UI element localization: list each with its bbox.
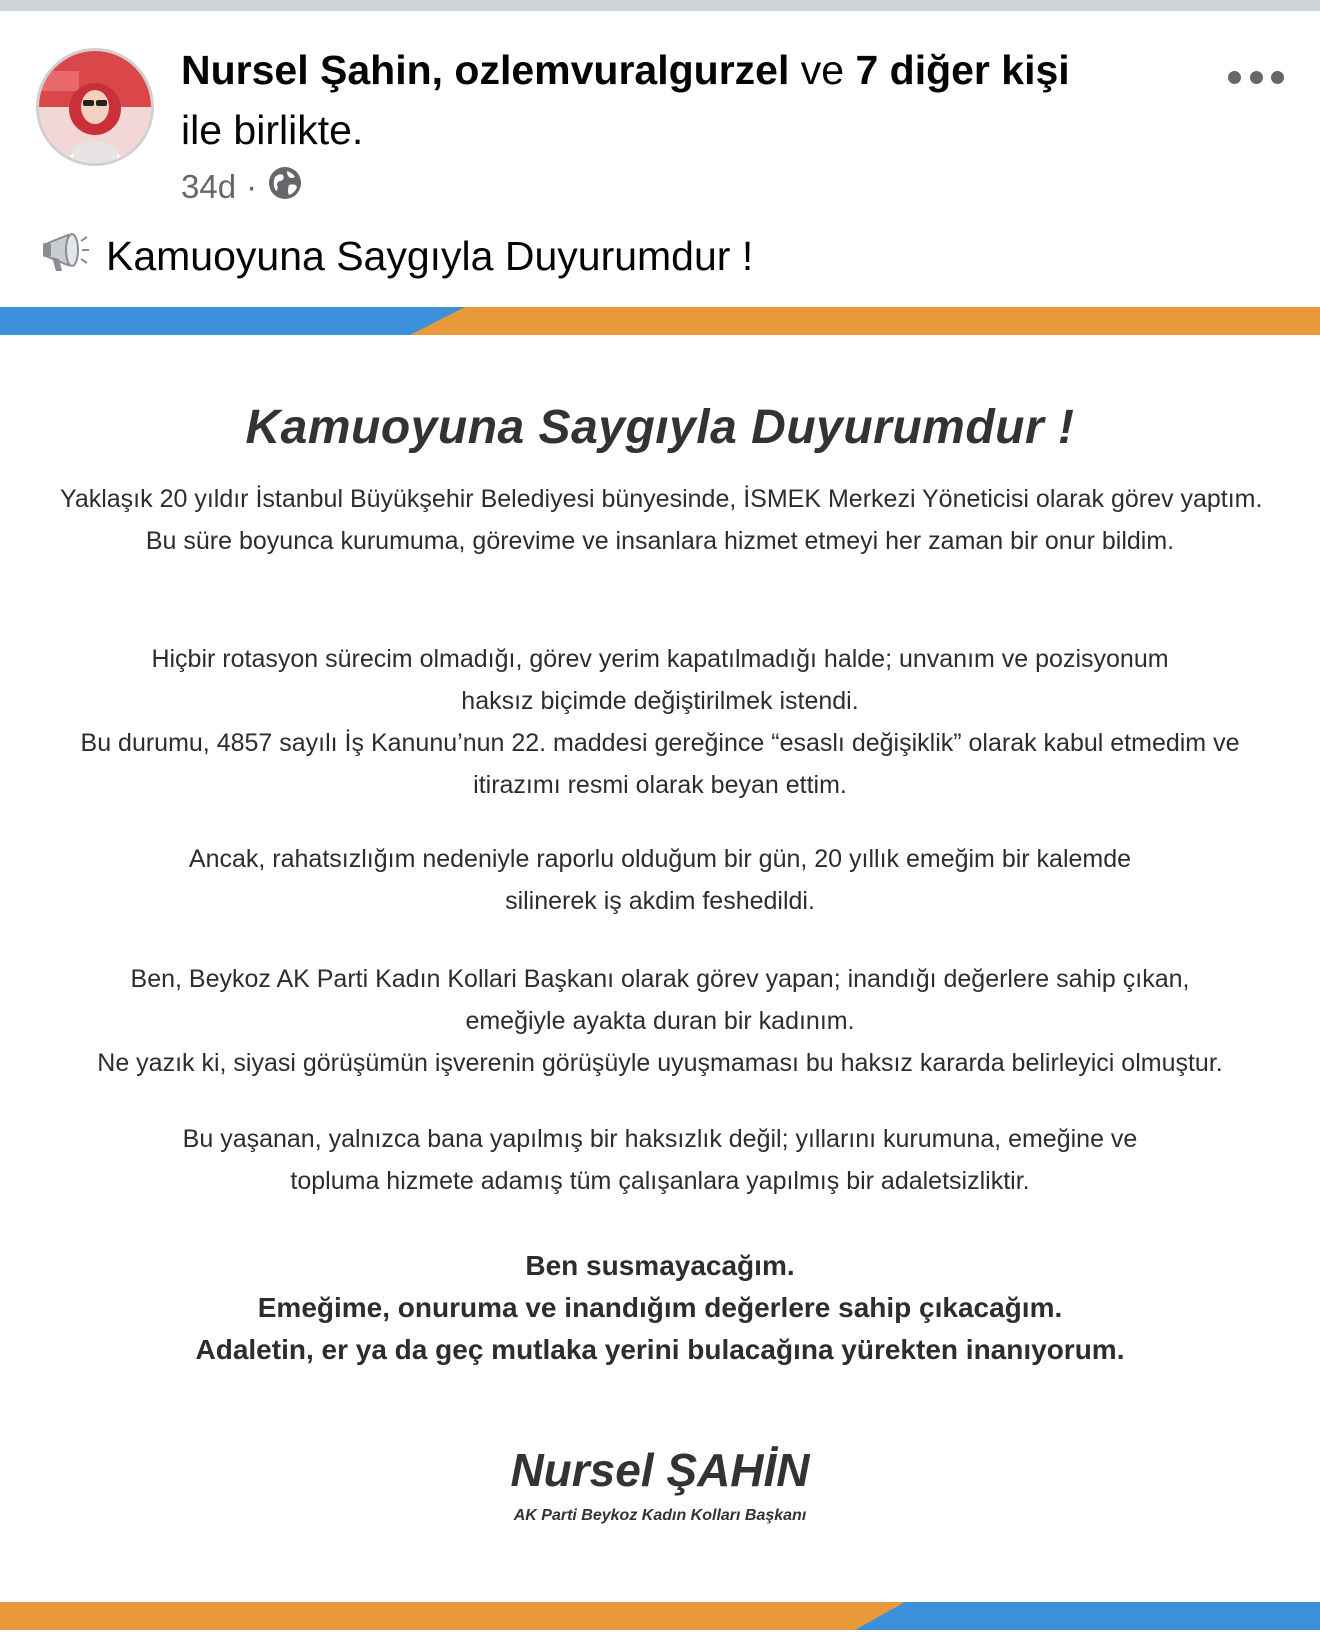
paragraph-line: Yaklaşık 20 yıldır İstanbul Büyükşehir Belediyesi bünyesinde, İSMEK Merkezi Yöneticisi olarak görev yaptım. (60, 485, 1263, 513)
conjunction: ve (789, 47, 856, 93)
author-name-2[interactable]: ozlemvuralgurzel (454, 47, 790, 93)
paragraph-line: itirazımı resmi olarak beyan ettim. (473, 771, 847, 799)
post-time[interactable]: 34d (181, 168, 237, 205)
paragraph-4 (60, 958, 1260, 1084)
closing-line: Emeğime, onuruma ve inandığım değerlere sahip çıkacağım. (257, 1292, 1063, 1323)
avatar[interactable] (36, 48, 154, 166)
paragraph-line: Hiçbir rotasyon sürecim olmadığı, görev yerim kapatılmadığı halde; unvanım ve pozisyonum (151, 645, 1169, 673)
author-name-1[interactable]: Nursel Şahin (181, 47, 432, 93)
paragraph-line: Ben, Beykoz AK Parti Kadın Kollari Başkanı olarak görev yapan; inandığı değerlere sahip çıkan, (130, 965, 1190, 993)
paragraph-line: Bu yaşanan, yalnızca bana yapılmış bir haksızlık değil; yıllarını kurumuna, emeğine ve (182, 1125, 1138, 1153)
paragraph-line: silinerek iş akdim feshedildi. (505, 887, 815, 915)
paragraph-line: emeğiyle ayakta duran bir kadınım. (465, 1007, 855, 1035)
signature-title: AK Parti Beykoz Kadın Kolları Başkanı (513, 1507, 807, 1524)
post-text (40, 225, 753, 287)
post-meta (181, 165, 303, 209)
paragraph-line: Ancak, rahatsızlığım nedeniyle raporlu olduğum bir gün, 20 yıllık emeğim bir kalemde (188, 845, 1132, 873)
meta-dot: · (246, 168, 258, 205)
paragraph-line: haksız biçimde değiştirilmek istendi. (461, 687, 859, 715)
title-suffix: ile birlikte. (181, 107, 364, 153)
closing-line: Ben susmayacağım. (525, 1250, 795, 1281)
paragraph-1 (60, 478, 1263, 562)
document-title: Kamuoyuna Saygıyla Duyurumdur ! (245, 401, 1075, 454)
top-strip (0, 0, 1320, 11)
paragraph-3 (60, 838, 1260, 922)
announcement-document (0, 335, 1320, 1602)
others-link[interactable]: 7 diğer kişi (855, 47, 1070, 93)
paragraph-line: topluma hizmete adamış tüm çalışanlara yapılmış bir adaletsizliktir. (290, 1167, 1030, 1195)
paragraph-line: Bu süre boyunca kurumuma, görevime ve insanlara hizmet etmeyi her zaman bir onur bildim. (145, 527, 1175, 555)
globe-icon[interactable] (267, 165, 303, 209)
paragraph-2 (60, 638, 1260, 806)
paragraph-line: Bu durumu, 4857 sayılı İş Kanunu’nun 22. maddesi gereğince “esaslı değişiklik” olarak kabul etmedim ve (80, 729, 1240, 757)
paragraph-line: Ne yazık ki, siyasi görüşümün işverenin görüşüyle uyuşmaması bu haksız kararda belirleyici olmuştur. (97, 1049, 1223, 1077)
paragraph-5 (60, 1118, 1260, 1202)
post-text-content: Kamuoyuna Saygıyla Duyurumdur ! (106, 232, 754, 279)
closing-line: Adaletin, er ya da geç mutlaka yerini bulacağına yürekten inanıyorum. (195, 1334, 1125, 1365)
footer-band (0, 1602, 1320, 1630)
post-title (181, 40, 1181, 160)
more-options-icon[interactable] (1228, 62, 1284, 92)
header-band (0, 307, 1320, 335)
signature-name: Nursel ŞAHİN (510, 1444, 810, 1496)
closing-statement (60, 1245, 1260, 1371)
author-separator: , (431, 47, 455, 93)
megaphone-icon (40, 225, 92, 287)
